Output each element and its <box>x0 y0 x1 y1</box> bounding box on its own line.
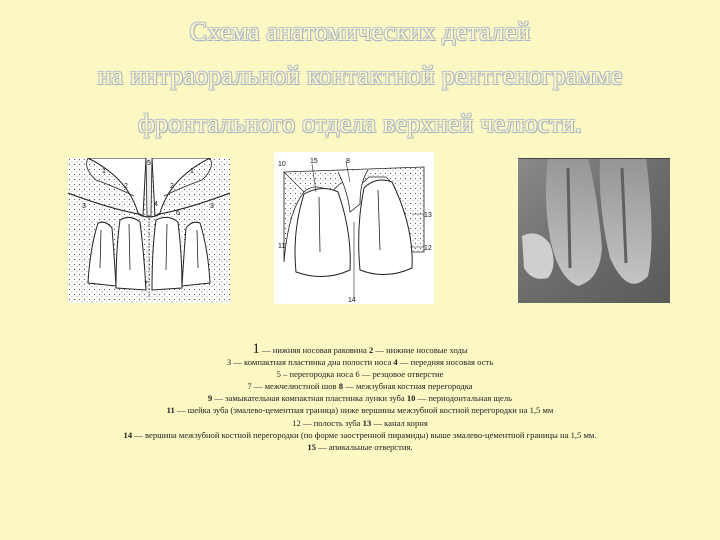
fig2-label-8: 8 <box>346 158 350 165</box>
legend-line-3: 5 – перегородка носа 6 — резцовое отверстие <box>276 369 444 380</box>
legend-num: 13 <box>362 417 372 428</box>
legend-num: 12 <box>292 417 301 428</box>
legend-text: — полость зуба <box>300 417 363 428</box>
legend-num: 4 <box>393 357 398 368</box>
legend-text: — апикальные отверстия. <box>315 441 413 452</box>
legend-num: 9 <box>207 393 213 404</box>
legend-text: — вершина межзубной костной перегородки (по форме заостренной пирамиды) выше эмалево-цементной границы на 1,5 мм. <box>132 429 597 440</box>
legend-line-6 <box>70 404 650 416</box>
legend-text: — нижняя носовая раковина <box>259 345 369 355</box>
fig2-label-12: 12 <box>424 245 432 252</box>
legend-num: 7 <box>247 381 252 392</box>
title-line-3: фронтального отдела верхней челюсти. <box>138 109 582 138</box>
legend-text: — компактная пластинка дна полости носа <box>231 357 394 368</box>
legend-num: 1 <box>252 341 260 357</box>
fig1-label-3-left: 3 <box>82 203 86 210</box>
legend-text: — замыкательная компактная пластинка лунки зуба <box>212 393 407 404</box>
legend-text: — канал корня <box>371 417 428 428</box>
legend-line-7 <box>70 417 650 429</box>
fig1-label-1-left: 1 <box>102 168 106 175</box>
legend-line-2 <box>70 356 650 368</box>
legend-num: 14 <box>123 429 133 440</box>
legend-num: 11 <box>166 405 175 416</box>
legend-line-1 <box>70 343 650 356</box>
fig2-label-13: 13 <box>424 212 432 219</box>
legend-line-9 <box>70 441 650 453</box>
legend-num: 2 <box>368 345 374 355</box>
legend-text: — передняя носовая ость <box>397 357 494 368</box>
title-line-2: на интраоральной контактной рентгенограмме <box>97 61 623 90</box>
legend <box>70 343 650 453</box>
title-line-1: Схема анатомических деталей <box>189 17 531 46</box>
legend-text: — периодонтальная щель <box>415 393 513 404</box>
legend-text: — нижние носовые ходы <box>373 345 468 355</box>
fig1-label-2-right: 2 <box>170 183 174 190</box>
fig1-label-6: 6 <box>176 210 180 217</box>
legend-line-5 <box>70 392 650 404</box>
fig2-label-14: 14 <box>348 297 356 304</box>
legend-line-4 <box>70 380 650 392</box>
legend-text: — межчелюстной шов <box>251 381 339 392</box>
fig2-label-10: 10 <box>278 161 286 168</box>
fig1-label-2-left: 2 <box>124 183 128 190</box>
anatomy-diagram-maxilla <box>68 158 230 303</box>
legend-num: 8 <box>338 381 344 392</box>
fig2-label-15: 15 <box>310 158 318 165</box>
fig1-label-7: 7 <box>144 281 148 288</box>
fig1-label-3-right: 3 <box>210 203 214 210</box>
fig1-label-1-right: 1 <box>190 168 194 175</box>
legend-num: 15 <box>307 441 316 452</box>
legend-num: 10 <box>406 393 416 404</box>
legend-text: — шейка зуба (эмалево-цементная граница) ниже вершины межзубной костной перегородки на 1,5 мм <box>174 405 554 416</box>
slide-title <box>0 10 720 146</box>
legend-line-8 <box>70 429 650 441</box>
fig1-label-5: 5 <box>147 160 151 167</box>
legend-num: 3 <box>226 357 232 368</box>
xray-image <box>518 158 670 303</box>
fig2-label-11: 11 <box>278 243 286 250</box>
legend-text: — межзубная костная перегородка <box>343 381 473 392</box>
anatomy-diagram-tooth <box>274 152 434 304</box>
fig1-label-4: 4 <box>154 201 158 208</box>
